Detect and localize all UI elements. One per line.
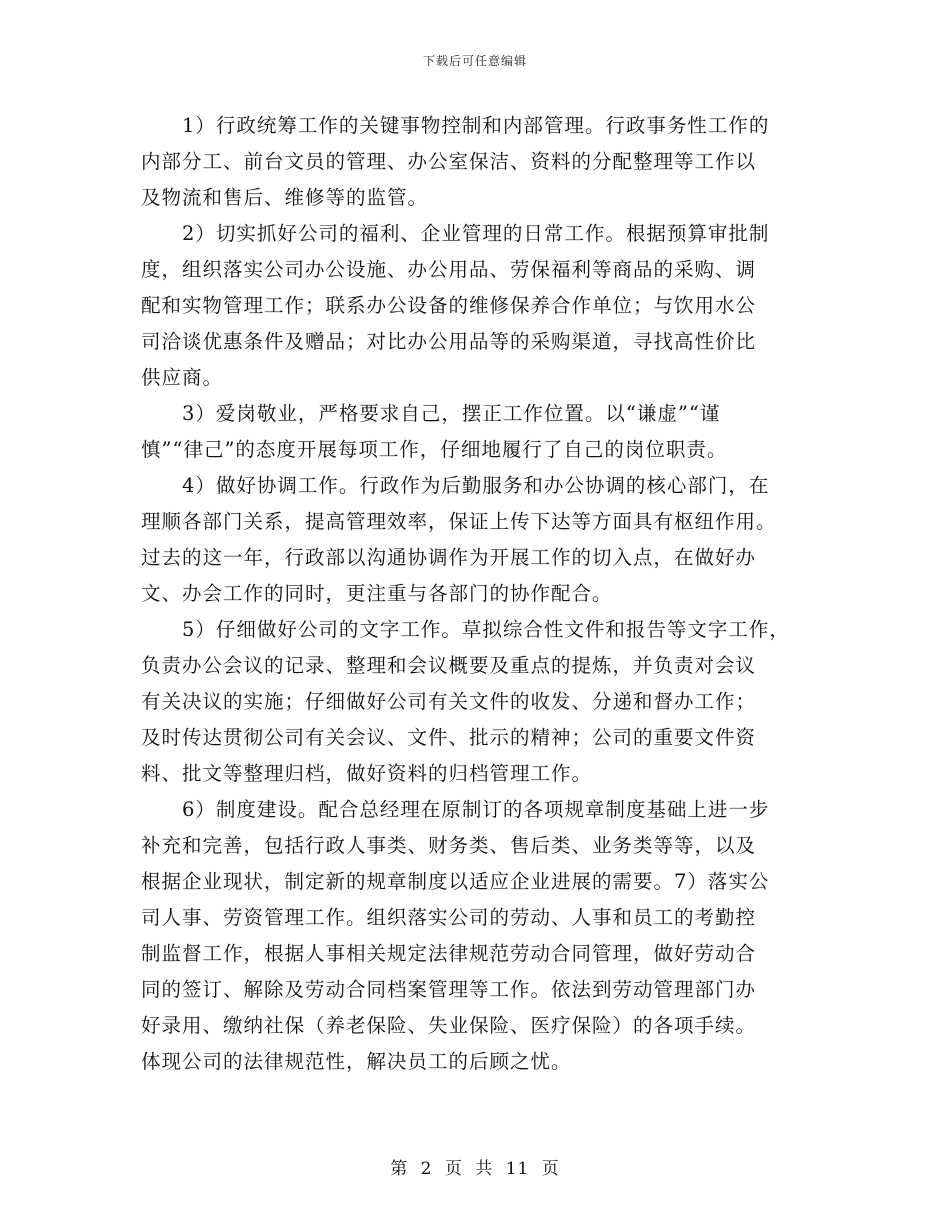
text-line: 有关决议的实施；仔细做好公司有关文件的收发、分递和督办工作； xyxy=(141,690,757,713)
text-line: 体现公司的法律规范性，解决员工的后顾之忧。 xyxy=(141,1050,572,1073)
document-body xyxy=(141,108,817,1080)
text-line: 5）仔细做好公司的文字工作。草拟综合性文件和报告等文字工作， xyxy=(141,618,790,641)
text-line: 负责办公会议的记录、整理和会议概要及重点的提炼，并负责对会议 xyxy=(141,654,757,677)
page-number: 第 2 页 共 11 页 xyxy=(390,1159,560,1179)
text-line: 同的签订、解除及劳动合同档案管理等工作。依法到劳动管理部门办 xyxy=(141,978,757,1001)
text-line: 司人事、劳资管理工作。组织落实公司的劳动、人事和员工的考勤控 xyxy=(141,906,757,929)
text-line: 1）行政统筹工作的关键事物控制和内部管理。行政事务性工作的 xyxy=(141,114,770,137)
text-line: 及时传达贯彻公司有关会议、文件、批示的精神；公司的重要文件资 xyxy=(141,726,757,749)
text-line: 供应商。 xyxy=(141,366,224,389)
text-line: 过去的这一年，行政部以沟通协调作为开展工作的切入点，在做好办 xyxy=(141,546,757,569)
text-line: 及物流和售后、维修等的监管。 xyxy=(141,186,429,209)
text-line: 配和实物管理工作；联系办公设备的维修保养合作单位；与饮用水公 xyxy=(141,294,757,317)
text-line: 文、办会工作的同时，更注重与各部门的协作配合。 xyxy=(141,582,613,605)
text-line: 2）切实抓好公司的福利、企业管理的日常工作。根据预算审批制 xyxy=(141,222,770,245)
text-line: 慎”“律己”的态度开展每项工作，仔细地履行了自己的岗位职责。 xyxy=(141,438,728,461)
text-line: 内部分工、前台文员的管理、办公室保洁、资料的分配整理等工作以 xyxy=(141,150,757,173)
page-header: 下载后可任意编辑 xyxy=(422,54,527,68)
text-line: 料、批文等整理归档，做好资料的归档管理工作。 xyxy=(141,762,593,785)
text-line: 好录用、缴纳社保（养老保险、失业保险、医疗保险）的各项手续。 xyxy=(141,1014,757,1037)
text-line: 司洽谈优惠条件及赠品；对比办公用品等的采购渠道，寻找高性价比 xyxy=(141,330,757,353)
text-line: 3）爱岗敬业，严格要求自己，摆正工作位置。以“谦虚”“谨 xyxy=(141,402,721,425)
text-line: 6）制度建设。配合总经理在原制订的各项规章制度基础上进一步 xyxy=(141,798,770,821)
text-line: 4）做好协调工作。行政作为后勤服务和办公协调的核心部门，在 xyxy=(141,474,770,497)
text-line: 根据企业现状，制定新的规章制度以适应企业进展的需要。7）落实公 xyxy=(141,870,770,893)
text-line: 制监督工作，根据人事相关规定法律规范劳动合同管理，做好劳动合 xyxy=(141,942,757,965)
text-line: 理顺各部门关系，提高管理效率，保证上传下达等方面具有枢纽作用。 xyxy=(141,510,777,533)
text-line: 度，组织落实公司办公设施、办公用品、劳保福利等商品的采购、调 xyxy=(141,258,757,281)
text-line: 补充和完善，包括行政人事类、财务类、售后类、业务类等等，以及 xyxy=(141,834,757,857)
